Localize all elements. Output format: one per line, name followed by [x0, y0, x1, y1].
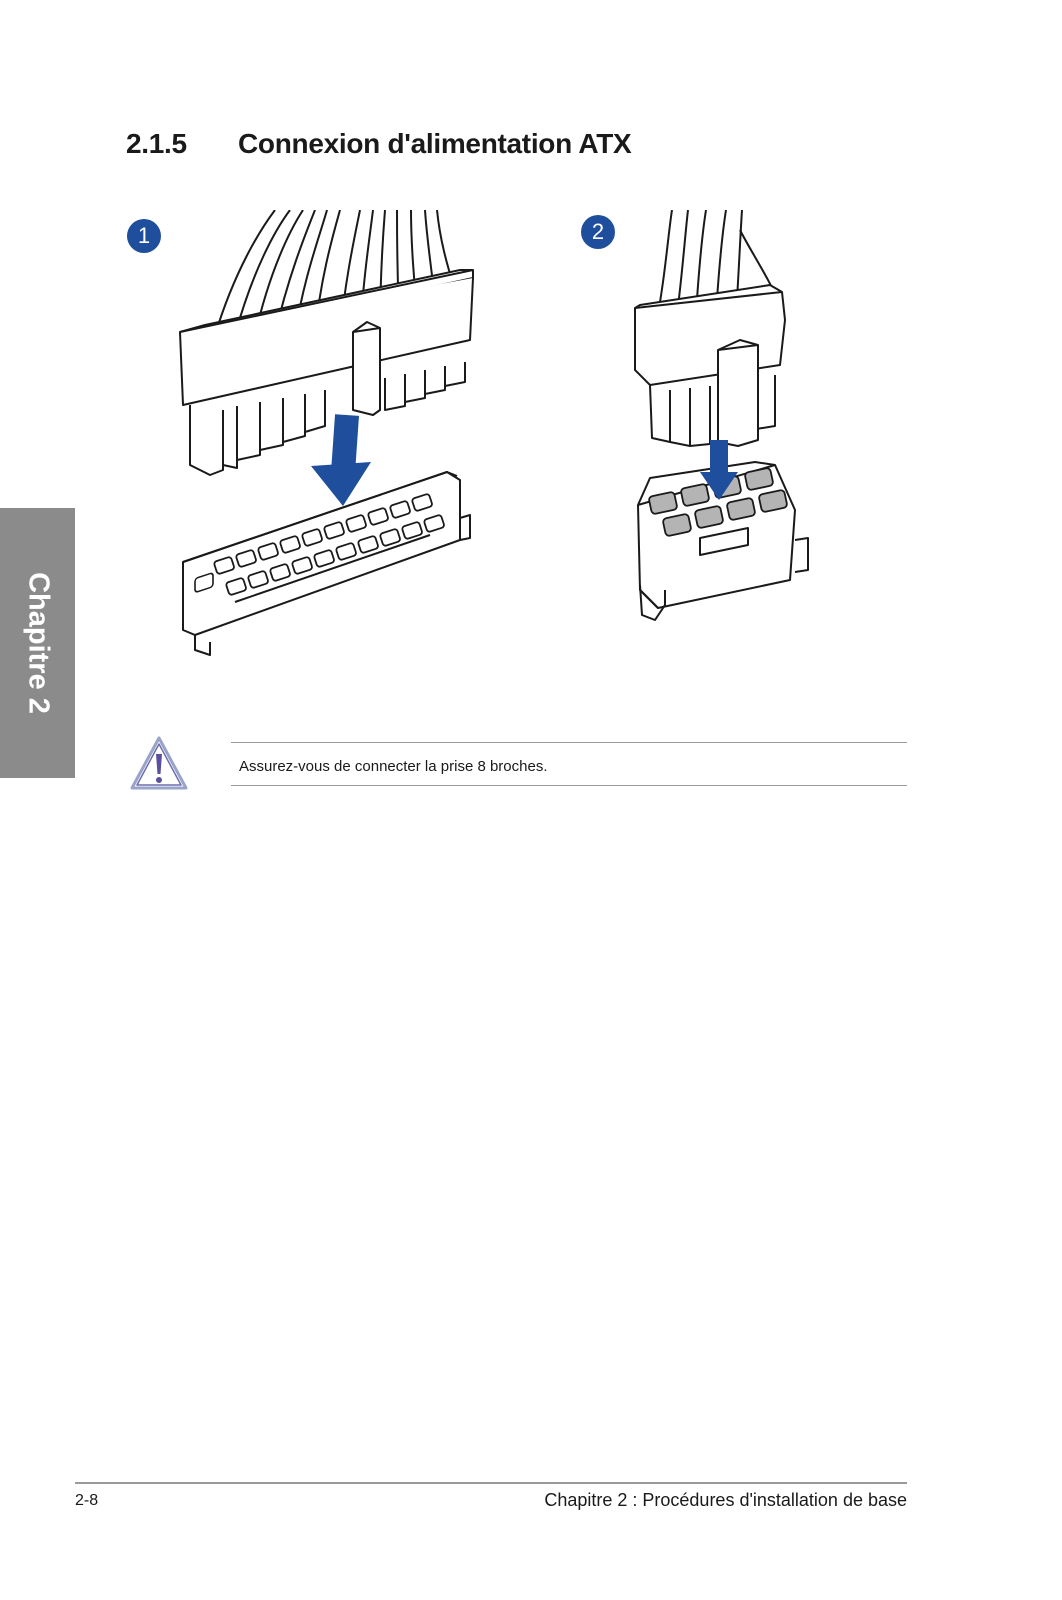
24-pin-atx-connector-illustration [175, 210, 480, 670]
footer-rule [75, 1482, 907, 1484]
section-number: 2.1.5 [126, 128, 187, 159]
8-pin-eps-connector-illustration [630, 210, 815, 630]
footer-page-number: 2-8 [75, 1492, 99, 1509]
section-title: Connexion d'alimentation ATX [238, 128, 632, 159]
chapter-side-tab [0, 508, 75, 778]
step-1-badge: 1 [127, 219, 161, 253]
footer-chapter-title: Chapitre 2 : Procédures d'installation de base [544, 1490, 907, 1510]
chapter-side-tab-label: Chapitre 2 [22, 572, 54, 714]
warning-triangle-icon [128, 734, 190, 792]
note-bottom-rule [231, 785, 907, 786]
step-2-badge: 2 [581, 215, 615, 249]
note-top-rule [231, 742, 907, 743]
note-text: Assurez-vous de connecter la prise 8 broches. [239, 758, 548, 775]
